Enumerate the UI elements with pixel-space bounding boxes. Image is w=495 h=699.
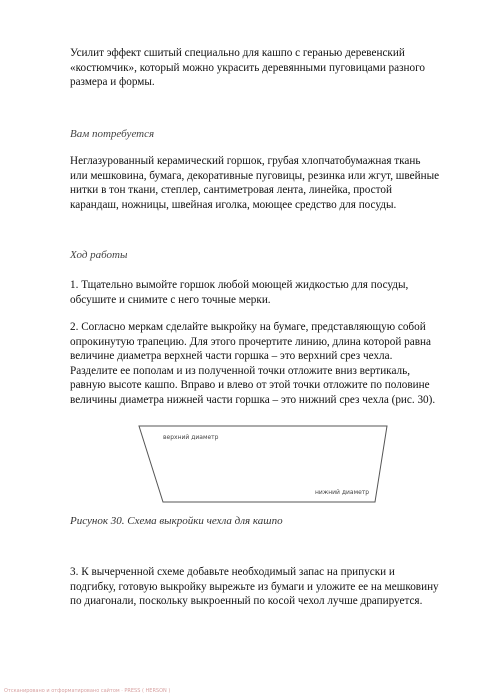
pattern-figure bbox=[137, 425, 389, 512]
top-diameter-label: верхний диаметр bbox=[163, 434, 219, 441]
figure-caption: Рисунок 30. Схема выкройки чехла для кашпо bbox=[70, 515, 283, 527]
materials-paragraph: Неглазурованный керамический горшок, грубая хлопчатобумажная ткань или мешковина, бумага, декоративные пуговицы, резинка или жгут, швейные нитки в тон ткани, степлер, сантиметровая лента, линейка, простой карандаш, ножницы, швейная иголка, моющее средство для посуды. bbox=[70, 155, 440, 211]
intro-paragraph: Усилит эффект сшитый специально для кашпо с геранью деревенский «костюмчик», который можно украсить деревянными пуговицами разного размера и формы. bbox=[70, 47, 425, 89]
step-3-paragraph: 3. К вычерченной схеме добавьте необходимый запас на припуски и подгибку, готовую выкройку вырежьте из бумаги и уложите ее на мешковину по диагонали, поскольку выкроенный по косой чехол лучше драпируется. bbox=[70, 566, 439, 608]
step-2-paragraph: 2. Согласно меркам сделайте выкройку на бумаге, представляющую собой опрокинутую трапецию. Для этого прочертите линию, длина которой равна величине диаметра верхней части горшка – это верхний срез чехла. Разделите ее пополам и из полученной точки отложите вниз вертикаль, равную высоте кашпо. Вправо и влево от этой точки отложите по половине величины диаметра нижней части горшка – это нижний срез чехла (рис. 30). bbox=[70, 321, 436, 406]
work-heading: Ход работы bbox=[70, 249, 128, 261]
materials-heading: Вам потребуется bbox=[70, 128, 155, 140]
page-footer: Отсканировано и отформатировано сайтом · PRESS ( HERSON ) bbox=[4, 688, 171, 694]
step-1-paragraph: 1. Тщательно вымойте горшок любой моющей жидкостью для посуды, обсушите и снимите с него точные мерки. bbox=[70, 279, 409, 306]
bottom-diameter-label: нижний диаметр bbox=[315, 489, 370, 496]
trapezoid-pattern-diagram bbox=[137, 425, 389, 507]
